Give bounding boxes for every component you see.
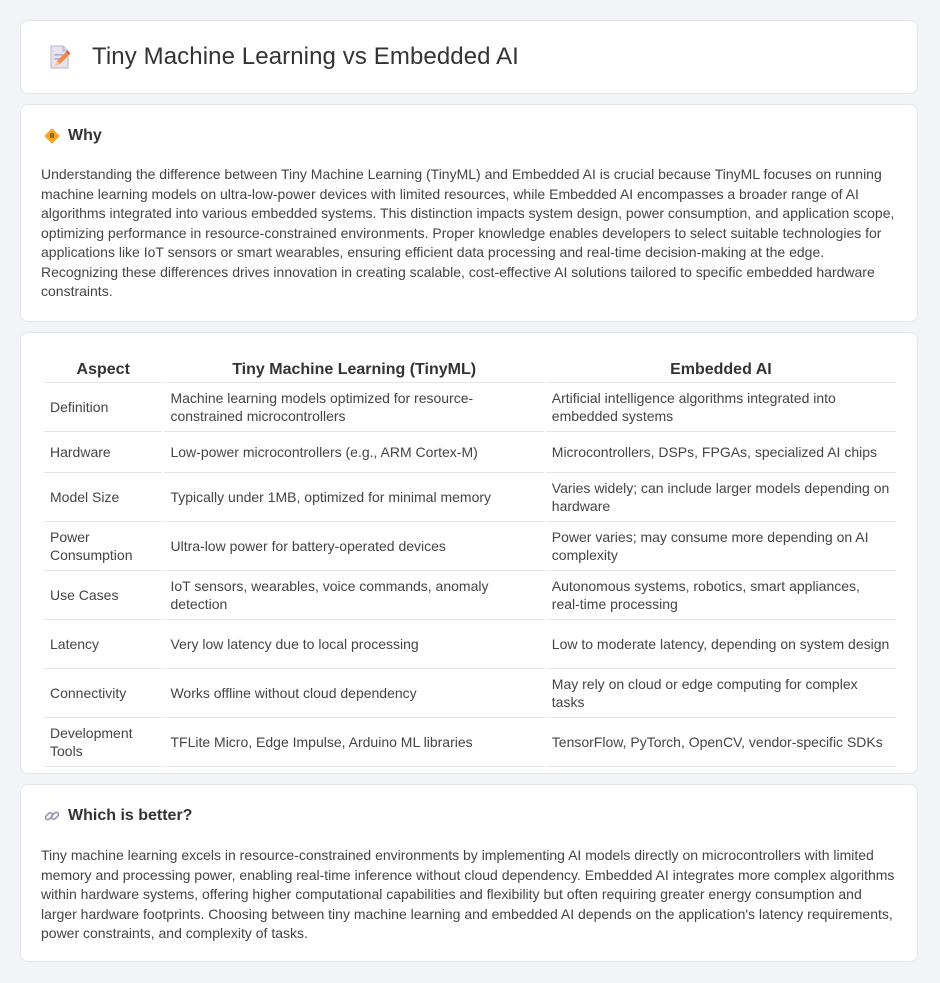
which-is-better-section xyxy=(20,784,918,962)
tinyml-cell: TFLite Micro, Edge Impulse, Arduino ML libraries xyxy=(164,718,543,767)
better-heading: Which is better? xyxy=(68,807,193,824)
column-header-tinyml: Tiny Machine Learning (TinyML) xyxy=(164,352,543,383)
aspect-cell: Latency xyxy=(44,620,162,669)
page-title: Tiny Machine Learning vs Embedded AI xyxy=(92,43,519,70)
embedded-ai-cell: Microcontrollers, DSPs, FPGAs, specialized AI chips xyxy=(546,432,896,473)
table-row xyxy=(44,383,896,432)
table-header-row xyxy=(44,352,896,383)
document-pencil-icon xyxy=(47,44,73,70)
why-body: Understanding the difference between Tiny Machine Learning (TinyML) and Embedded AI is crucial because TinyML focuses on running machine learning models on ultra-low-power devices with limited resources, while Embedded AI encompasses a broader range of AI algorithms integrated into various embedded systems. This distinction impacts system design, power consumption, and application scope, optimizing performance in resource-constrained environments. Proper knowledge enables developers to select suitable technologies for applications like IoT sensors or smart wearables, ensuring efficient data processing and real-time decision-making at the edge. Recognizing these differences drives innovation in creating scalable, cost-effective AI solutions tailored to specific embedded hardware constraints. xyxy=(41,166,895,299)
aspect-cell: Connectivity xyxy=(44,669,162,718)
embedded-ai-cell: Artificial intelligence algorithms integrated into embedded systems xyxy=(546,383,896,432)
table-row xyxy=(44,432,896,473)
comparison-table xyxy=(42,352,898,767)
why-heading-row xyxy=(43,127,102,145)
tinyml-cell: Very low latency due to local processing xyxy=(164,620,543,669)
tinyml-cell: IoT sensors, wearables, voice commands, anomaly detection xyxy=(164,571,543,620)
embedded-ai-cell: TensorFlow, PyTorch, OpenCV, vendor-specific SDKs xyxy=(546,718,896,767)
column-header-embedded-ai: Embedded AI xyxy=(546,352,896,383)
diamond-warning-icon xyxy=(43,127,61,145)
aspect-cell: Use Cases xyxy=(44,571,162,620)
aspect-cell: Power Consumption xyxy=(44,522,162,571)
why-heading: Why xyxy=(68,127,102,144)
table-row xyxy=(44,620,896,669)
aspect-cell: Model Size xyxy=(44,473,162,522)
better-body: Tiny machine learning excels in resource-constrained environments by implementing AI models directly on microcontrollers with limited memory and processing power, enabling real-time inference without cloud dependency. Embedded AI integrates more complex algorithms within hardware systems, offering higher computational capabilities and flexibility but often requiring greater energy consumption and larger hardware footprints. Choosing between tiny machine learning and embedded AI depends on the application's latency requirements, power constraints, and complexity of tasks. xyxy=(41,847,895,941)
table-row xyxy=(44,473,896,522)
title-card xyxy=(20,20,918,94)
embedded-ai-cell: Power varies; may consume more depending on AI complexity xyxy=(546,522,896,571)
tinyml-cell: Typically under 1MB, optimized for minimal memory xyxy=(164,473,543,522)
link-icon xyxy=(43,807,61,825)
aspect-cell: Definition xyxy=(44,383,162,432)
better-heading-row xyxy=(43,807,192,825)
tinyml-cell: Ultra-low power for battery-operated devices xyxy=(164,522,543,571)
title-row xyxy=(47,43,519,71)
embedded-ai-cell: Varies widely; can include larger models depending on hardware xyxy=(546,473,896,522)
aspect-cell: Development Tools xyxy=(44,718,162,767)
aspect-cell: Hardware xyxy=(44,432,162,473)
tinyml-cell: Machine learning models optimized for resource-constrained microcontrollers xyxy=(164,383,543,432)
table-row xyxy=(44,718,896,767)
comparison-section xyxy=(20,332,918,774)
table-row xyxy=(44,669,896,718)
tinyml-cell: Works offline without cloud dependency xyxy=(164,669,543,718)
embedded-ai-cell: Low to moderate latency, depending on system design xyxy=(546,620,896,669)
table-row xyxy=(44,571,896,620)
embedded-ai-cell: Autonomous systems, robotics, smart appliances, real-time processing xyxy=(546,571,896,620)
tinyml-cell: Low-power microcontrollers (e.g., ARM Cortex-M) xyxy=(164,432,543,473)
embedded-ai-cell: May rely on cloud or edge computing for complex tasks xyxy=(546,669,896,718)
why-section xyxy=(20,104,918,322)
table-row xyxy=(44,522,896,571)
column-header-aspect: Aspect xyxy=(44,352,162,383)
